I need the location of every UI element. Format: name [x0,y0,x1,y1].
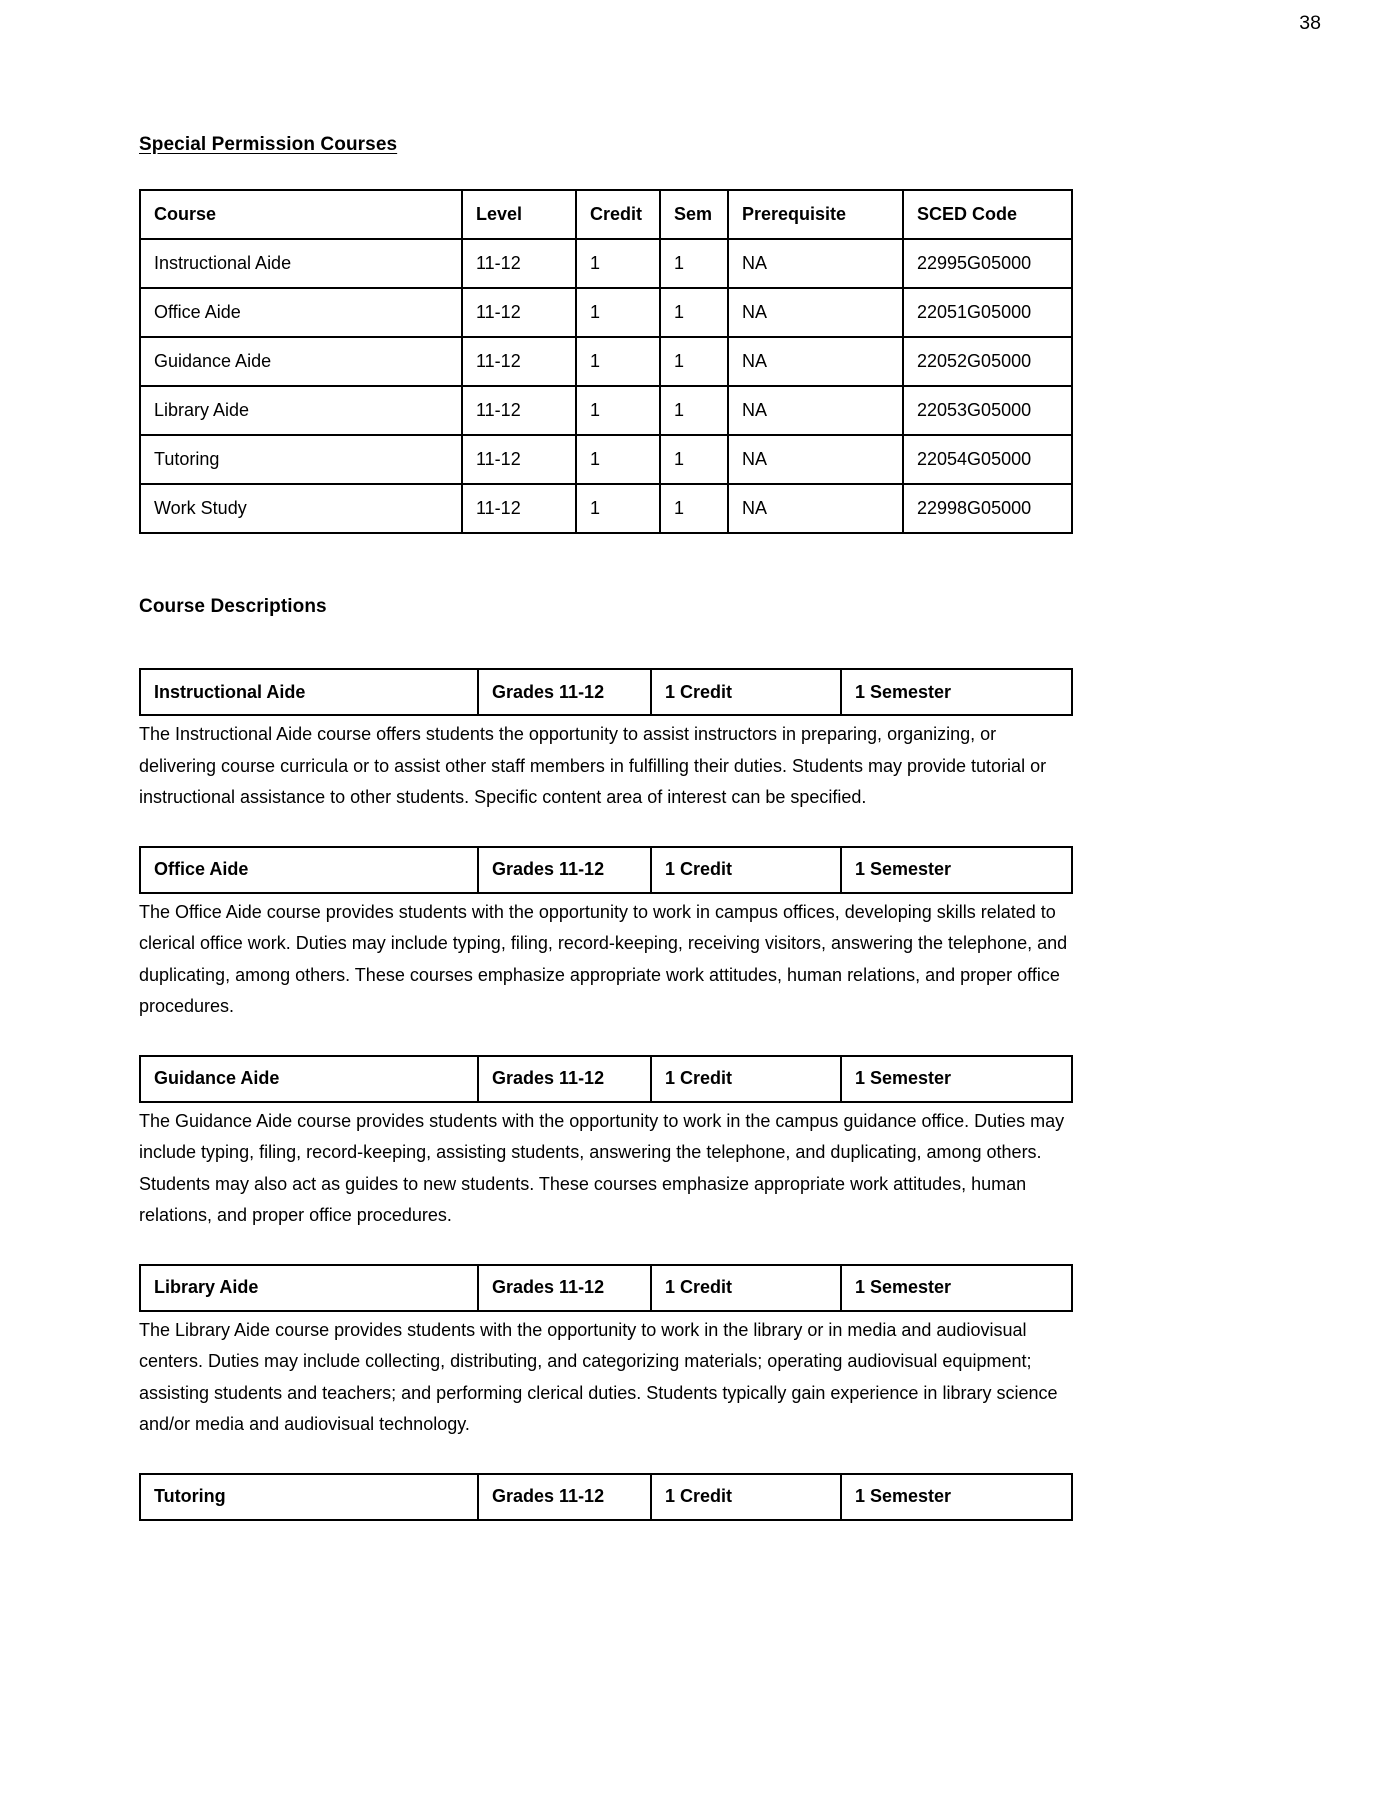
section-heading-special-permission-courses: Special Permission Courses [139,134,398,155]
cell-level: 11-12 [462,239,576,288]
cell-course: Tutoring [140,435,462,484]
column-header-credit: Credit [576,190,660,239]
cell-course: Office Aide [140,288,462,337]
course-description-block [139,1055,1252,1232]
cell-credit: 1 [576,239,660,288]
cell-sem: 1 [660,239,728,288]
cell-sced-code: 22051G05000 [903,288,1072,337]
cell-sem: 1 [660,484,728,533]
cell-credit: 1 Credit [651,1265,841,1311]
cell-sem: 1 [660,386,728,435]
cell-grades: Grades 11-12 [478,1056,651,1102]
special-permission-courses-table [139,189,1073,534]
spacer [139,618,1252,668]
course-description-text: The Office Aide course provides students with the opportunity to work in campus offices, developing skills related to clerical office work. Duties may include typing, filing, record-keeping, receiving visitors, answering the telephone, and duplicating, among others. These courses emphasize appropriate work attitudes, human relations, and proper office procedures. [139,901,1068,1016]
course-description-header-table [139,1055,1073,1103]
cell-semester: 1 Semester [841,669,1072,715]
cell-sced-code: 22998G05000 [903,484,1072,533]
cell-course-title: Guidance Aide [140,1056,478,1102]
cell-prerequisite: NA [728,288,903,337]
cell-credit: 1 Credit [651,847,841,893]
cell-sced-code: 22995G05000 [903,239,1072,288]
table-row [140,1056,1072,1102]
cell-credit: 1 [576,484,660,533]
cell-course: Instructional Aide [140,239,462,288]
course-description-header-table [139,668,1073,716]
cell-level: 11-12 [462,288,576,337]
cell-course-title: Instructional Aide [140,669,478,715]
table-row [140,484,1072,533]
column-header-prerequisite: Prerequisite [728,190,903,239]
table-row [140,847,1072,893]
course-description-block [139,668,1252,814]
cell-semester: 1 Semester [841,1265,1072,1311]
table-row [140,1265,1072,1311]
cell-course-title: Library Aide [140,1265,478,1311]
table-row [140,435,1072,484]
course-description-block [139,846,1252,1023]
cell-course-title: Tutoring [140,1474,478,1520]
cell-prerequisite: NA [728,337,903,386]
column-header-level: Level [462,190,576,239]
table-row [140,1474,1072,1520]
table-row [140,239,1072,288]
cell-prerequisite: NA [728,484,903,533]
course-description-text: The Guidance Aide course provides students with the opportunity to work in the campus guidance office. Duties may include typing, filing, record-keeping, assisting students, answering the telephone, and duplicating, among others. Students may also act as guides to new students. These courses emphasize appropriate work attitudes, human relations, and proper office procedures. [139,1110,1065,1225]
course-description-header-table [139,846,1073,894]
cell-semester: 1 Semester [841,1056,1072,1102]
course-description-text: The Instructional Aide course offers students the opportunity to assist instructors in preparing, organizing, or delivering course curricula or to assist other staff members in fulfilling their duties. Students may provide tutorial or instructional assistance to other students. Specific content area of interest can be specified. [139,724,1047,807]
column-header-course: Course [140,190,462,239]
cell-course: Library Aide [140,386,462,435]
column-header-sced-code: SCED Code [903,190,1072,239]
table-row [140,288,1072,337]
cell-credit: 1 Credit [651,669,841,715]
cell-grades: Grades 11-12 [478,847,651,893]
spacer [139,156,1252,189]
table-row [140,386,1072,435]
cell-sem: 1 [660,435,728,484]
cell-course-title: Office Aide [140,847,478,893]
table-header-row [140,190,1072,239]
cell-level: 11-12 [462,435,576,484]
cell-credit: 1 [576,435,660,484]
cell-sem: 1 [660,337,728,386]
cell-grades: Grades 11-12 [478,1265,651,1311]
cell-sem: 1 [660,288,728,337]
cell-level: 11-12 [462,484,576,533]
section-heading-course-descriptions: Course Descriptions [139,596,327,617]
course-description-header-table [139,1473,1073,1521]
course-description-header-table [139,1264,1073,1312]
cell-prerequisite: NA [728,386,903,435]
cell-grades: Grades 11-12 [478,669,651,715]
cell-sced-code: 22052G05000 [903,337,1072,386]
table-row [140,669,1072,715]
cell-credit: 1 Credit [651,1474,841,1520]
cell-semester: 1 Semester [841,1474,1072,1520]
spacer [139,534,1252,596]
page-number: 38 [1299,12,1321,34]
cell-sced-code: 22054G05000 [903,435,1072,484]
cell-sced-code: 22053G05000 [903,386,1072,435]
cell-semester: 1 Semester [841,847,1072,893]
cell-prerequisite: NA [728,435,903,484]
cell-prerequisite: NA [728,239,903,288]
cell-level: 11-12 [462,337,576,386]
course-description-block [139,1473,1252,1521]
cell-credit: 1 [576,386,660,435]
cell-credit: 1 [576,337,660,386]
cell-credit: 1 [576,288,660,337]
column-header-sem: Sem [660,190,728,239]
cell-grades: Grades 11-12 [478,1474,651,1520]
table-row [140,337,1072,386]
cell-course: Work Study [140,484,462,533]
cell-level: 11-12 [462,386,576,435]
course-description-block [139,1264,1252,1441]
course-description-text: The Library Aide course provides students with the opportunity to work in the library or in media and audiovisual centers. Duties may include collecting, distributing, and categorizing materials; operating audiovisual equipment; assisting students and teachers; and performing clerical duties. Students typically gain experience in library science and/or media and audiovisual technology. [139,1319,1058,1434]
cell-course: Guidance Aide [140,337,462,386]
cell-credit: 1 Credit [651,1056,841,1102]
